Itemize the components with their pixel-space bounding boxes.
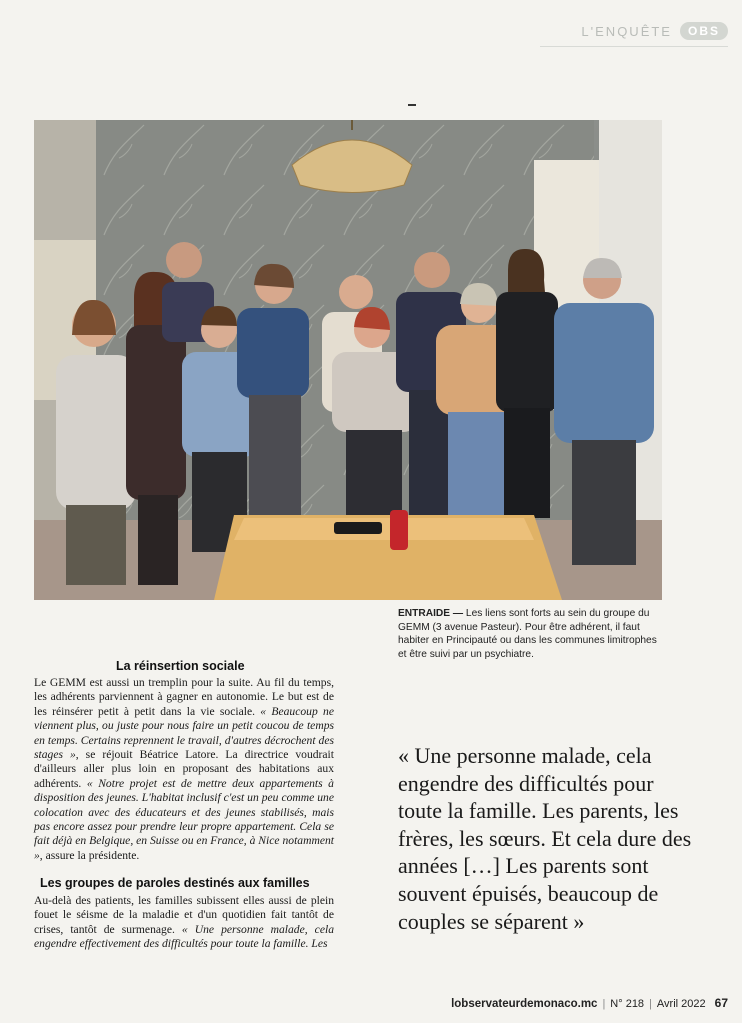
pull-quote: « Une personne malade, cela engendre des difficultés pour toute la famille. Les parents, les frères, les sœurs. Et cela dure des années […] Les parents sont souvent épuisés, beaucoup de couples se séparent »	[398, 743, 692, 934]
caption-text: Les liens sont forts au sein du groupe du GEMM (3 avenue Pasteur). Pour être adhérent, il faut habiter en Principauté ou dans les communes limitrophes et être suivi par un psychiatre.	[398, 608, 657, 660]
ornament-dash	[408, 104, 416, 106]
quote-text: « Beaucoup ne viennent plus, ou juste pour nous faire un petit coucou de temps en temps. Certains reprennent le travail, d'autres décrochent des stages »	[34, 704, 334, 762]
header-divider	[540, 46, 728, 47]
quote-text: « Une personne malade, cela engendre effectivement des difficultés pour toute la famille. Les	[34, 922, 334, 951]
paragraph-text: , assure la présidente.	[39, 848, 140, 862]
section-label: L'ENQUÊTE	[581, 23, 672, 39]
subhead-families: Les groupes de paroles destinés aux familles	[40, 876, 310, 890]
footer-site: lobservateurdemonaco.mc	[451, 998, 598, 1010]
caption-lead: ENTRAIDE —	[398, 608, 466, 619]
photo-caption	[398, 607, 660, 661]
page-footer	[451, 996, 728, 1010]
page-number: 67	[714, 996, 728, 1010]
group-photo	[34, 120, 662, 600]
paragraph-text: Au-delà des patients, les familles subissent elles aussi de plein fouet le séisme de la maladie et d'un quotidien fait tantôt de crises, tantôt de surmenage.	[34, 894, 334, 936]
subhead-reinsertion: La réinsertion sociale	[116, 659, 245, 673]
body-reinsertion	[34, 676, 334, 863]
magazine-logo: OBS	[680, 22, 728, 40]
footer-issue: N° 218	[610, 998, 645, 1010]
paragraph-text: Le GEMM est aussi un tremplin pour la suite. Au fil du temps, les adhérents parviennent à gagner en autonomie. Le but est de les réinsérer petit à petit dans la vie sociale.	[34, 676, 334, 718]
group-photo-illustration	[34, 120, 662, 600]
body-families	[34, 894, 334, 952]
quote-text: « Notre projet est de mettre deux appartements à disposition des jeunes. L'habitat inclusif c'est un peu comme une colocation avec des éducateurs et des jeunes stabilisés, mais pas encore assez pour prendre leur propre appartement. Cela se fait déjà en Belgique, en Suisse ou en France, à Nice notamment »	[34, 776, 334, 862]
paragraph-text: , se réjouit Béatrice Latore. La directrice voudrait d'ailleurs aller plus loin en proposant des habitations aux adhérents.	[34, 748, 334, 790]
footer-date: Avril 2022	[656, 998, 706, 1010]
footer-separator: |	[649, 998, 652, 1010]
footer-separator: |	[602, 998, 606, 1010]
section-header	[581, 22, 728, 40]
